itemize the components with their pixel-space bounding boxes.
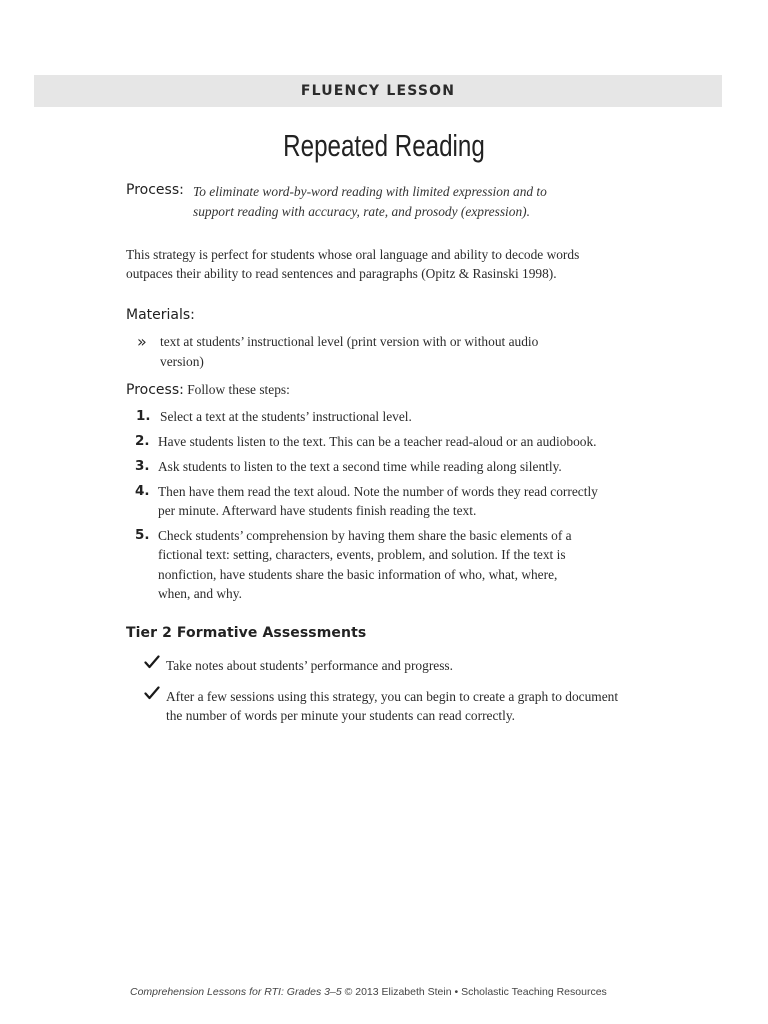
process-purpose-label: Process: <box>126 182 184 198</box>
process-steps-label: Process: <box>126 382 184 398</box>
materials-bullet-icon: » <box>137 332 147 351</box>
step-number: 3. <box>135 458 150 474</box>
lesson-type-banner <box>34 75 722 107</box>
step-number: 1. <box>136 408 151 424</box>
footer-copyright: © 2013 Elizabeth Stein • Scholastic Teaching Resources <box>341 986 607 998</box>
footer-book-title: Comprehension Lessons for RTI: Grades 3–5 <box>130 986 342 998</box>
step-text: Check students’ comprehension by having them share the basic elements of a fictional text: setting, characters, events, problem, and solution. If the text is nonfiction, have students share the basic information of who, what, where, when, and why. <box>158 528 572 601</box>
checkmark-icon <box>144 686 160 700</box>
step-text: Ask students to listen to the text a second time while reading along silently. <box>158 459 562 474</box>
step-text: Select a text at the students’ instructional level. <box>160 409 412 424</box>
step-number: 5. <box>135 527 150 543</box>
materials-item: text at students’ instructional level (print version with or without audio version) <box>160 334 539 369</box>
page-title: Repeated Reading <box>283 128 485 163</box>
step-number: 2. <box>135 433 150 449</box>
step-text: Have students listen to the text. This can be a teacher read-aloud or an audiobook. <box>158 434 597 449</box>
checkmark-icon <box>144 655 160 669</box>
step-text: Then have them read the text aloud. Note the number of words they read correctly per minute. Afterward have students finish reading the text. <box>158 484 598 519</box>
intro-paragraph: This strategy is perfect for students whose oral language and ability to decode words outpaces their ability to read sentences and paragraphs (Opitz & Rasinski 1998). <box>126 247 580 282</box>
process-steps-lead: Follow these steps: <box>187 382 290 397</box>
assessment-item: After a few sessions using this strategy, you can begin to create a graph to document the number of words per minute your students can read correctly. <box>166 689 619 724</box>
assessments-heading: Tier 2 Formative Assessments <box>126 625 367 641</box>
assessment-item: Take notes about students’ performance and progress. <box>166 658 453 673</box>
materials-label: Materials: <box>126 307 195 323</box>
banner-label: FLUENCY LESSON <box>300 83 456 99</box>
step-number: 4. <box>135 483 150 499</box>
process-purpose-text: To eliminate word-by-word reading with limited expression and to support reading with accuracy, rate, and prosody (expression). <box>193 184 547 219</box>
page-footer <box>130 986 607 998</box>
process-steps-intro <box>126 382 290 398</box>
